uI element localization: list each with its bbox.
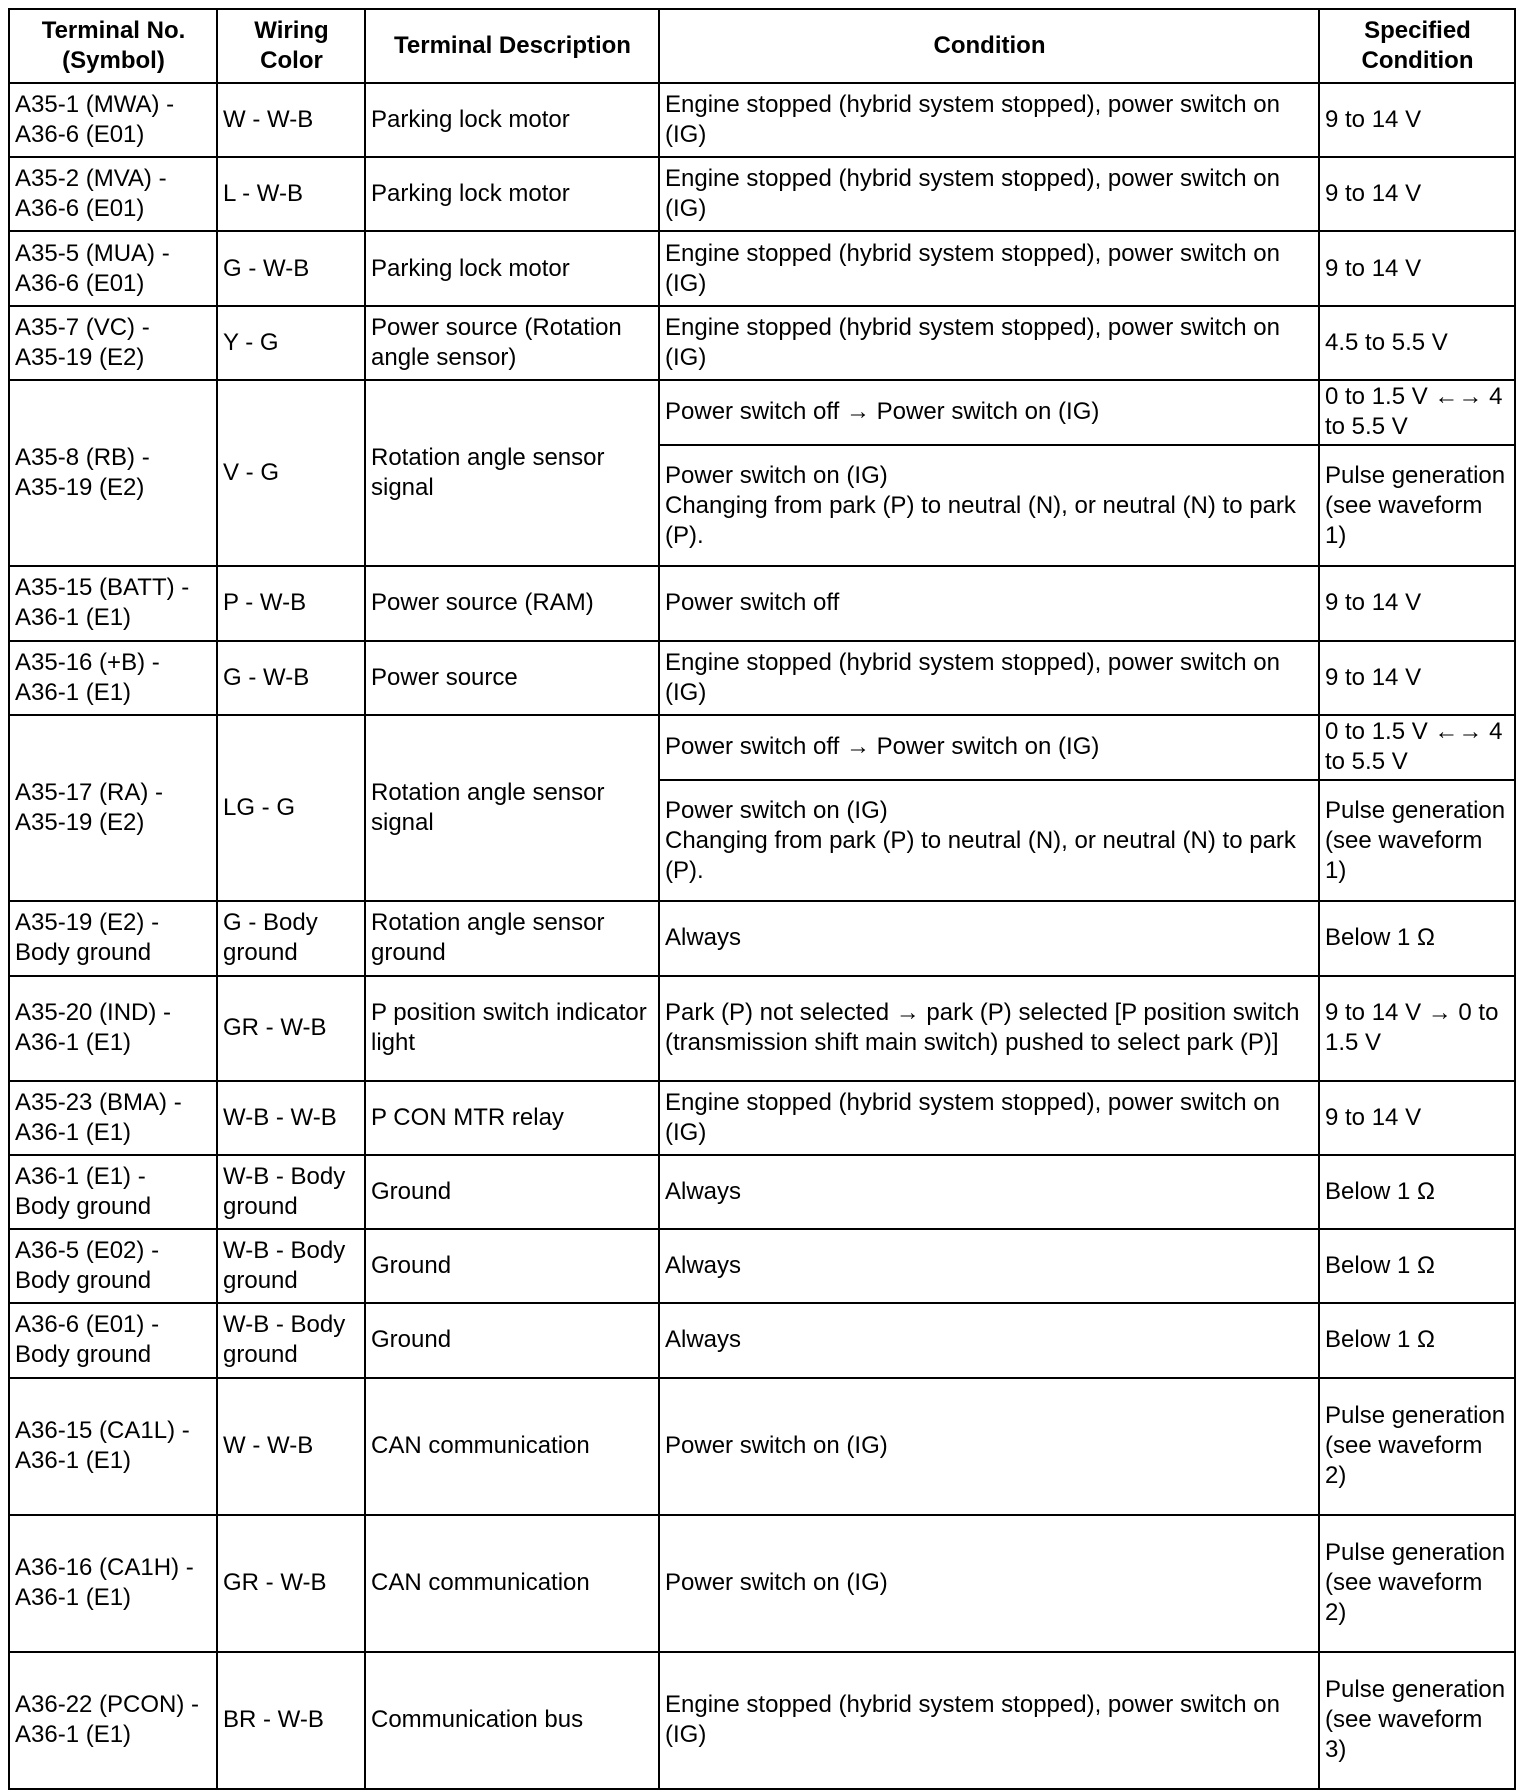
terminal-description-cell: Rotation angle sensor signal [365,715,659,902]
condition-cell: Engine stopped (hybrid system stopped), power switch on (IG) [659,83,1319,157]
table-row [9,641,1515,715]
terminal-description-cell: Power source (Rotation angle sensor) [365,306,659,380]
terminal-description-cell: Parking lock motor [365,83,659,157]
header-terminal-description: Terminal Description [365,9,659,83]
condition-cell: Always [659,1229,1319,1303]
specified-condition-cell: Pulse generation (see waveform 1) [1319,445,1515,567]
condition-cell: Always [659,901,1319,975]
table-row [9,306,1515,380]
table-row [9,901,1515,975]
terminal-cell: A35-23 (BMA) - A36-1 (E1) [9,1081,217,1155]
condition-cell: Power switch off → Power switch on (IG) [659,715,1319,780]
terminal-cell: A36-15 (CA1L) - A36-1 (E1) [9,1378,217,1515]
wiring-color-cell: W - W-B [217,1378,365,1515]
specified-condition-cell: Pulse generation (see waveform 3) [1319,1652,1515,1789]
terminal-description-cell: Rotation angle sensor ground [365,901,659,975]
wiring-color-cell: BR - W-B [217,1652,365,1789]
header-row [9,9,1515,83]
wiring-color-cell: G - W-B [217,231,365,305]
table-row [9,380,1515,445]
wiring-color-cell: Y - G [217,306,365,380]
wiring-color-cell: G - Body ground [217,901,365,975]
terminal-cell: A35-15 (BATT) - A36-1 (E1) [9,566,217,640]
terminal-cell: A36-1 (E1) - Body ground [9,1155,217,1229]
specified-condition-cell: Below 1 Ω [1319,1229,1515,1303]
terminal-description-cell: Power source (RAM) [365,566,659,640]
terminal-description-cell: Rotation angle sensor signal [365,380,659,567]
condition-cell: Power switch on (IG) Changing from park (P) to neutral (N), or neutral (N) to park (P). [659,445,1319,567]
terminal-cell: A35-8 (RB) - A35-19 (E2) [9,380,217,567]
terminal-cell: A36-6 (E01) - Body ground [9,1303,217,1377]
specified-condition-cell: 0 to 1.5 V ←→ 4 to 5.5 V [1319,715,1515,780]
terminal-description-cell: P CON MTR relay [365,1081,659,1155]
condition-cell: Power switch off → Power switch on (IG) [659,380,1319,445]
terminal-cell: A36-5 (E02) - Body ground [9,1229,217,1303]
terminal-description-cell: P position switch indicator light [365,976,659,1081]
wiring-color-cell: W-B - W-B [217,1081,365,1155]
condition-cell: Engine stopped (hybrid system stopped), power switch on (IG) [659,306,1319,380]
wiring-color-cell: G - W-B [217,641,365,715]
table-row [9,83,1515,157]
header-specified-condition: Specified Condition [1319,9,1515,83]
condition-cell: Always [659,1155,1319,1229]
table-row [9,566,1515,640]
specified-condition-cell: 9 to 14 V [1319,231,1515,305]
terminal-cell: A35-5 (MUA) - A36-6 (E01) [9,231,217,305]
wiring-color-cell: GR - W-B [217,976,365,1081]
terminal-cell: A35-20 (IND) - A36-1 (E1) [9,976,217,1081]
table-row [9,157,1515,231]
header-wiring-color: Wiring Color [217,9,365,83]
wiring-color-cell: W - W-B [217,83,365,157]
terminal-cell: A36-22 (PCON) - A36-1 (E1) [9,1652,217,1789]
table-row [9,715,1515,780]
condition-cell: Engine stopped (hybrid system stopped), power switch on (IG) [659,231,1319,305]
terminal-description-cell: Ground [365,1229,659,1303]
terminal-description-cell: CAN communication [365,1515,659,1652]
table-row [9,1155,1515,1229]
specified-condition-cell: 9 to 14 V [1319,83,1515,157]
specified-condition-cell: 9 to 14 V [1319,566,1515,640]
terminal-description-cell: Ground [365,1303,659,1377]
table-row [9,1081,1515,1155]
condition-cell: Power switch off [659,566,1319,640]
wiring-color-cell: L - W-B [217,157,365,231]
wiring-color-cell: V - G [217,380,365,567]
header-condition: Condition [659,9,1319,83]
table-row [9,1229,1515,1303]
specified-condition-cell: 9 to 14 V [1319,641,1515,715]
specified-condition-cell: Below 1 Ω [1319,901,1515,975]
terminal-description-cell: Parking lock motor [365,231,659,305]
table-row [9,1303,1515,1377]
specified-condition-cell: Below 1 Ω [1319,1303,1515,1377]
specified-condition-cell: 9 to 14 V [1319,1081,1515,1155]
table-body [9,83,1515,1789]
terminal-description-cell: Power source [365,641,659,715]
table-row [9,976,1515,1081]
table-row [9,231,1515,305]
terminal-cell: A35-16 (+B) - A36-1 (E1) [9,641,217,715]
specified-condition-cell: 9 to 14 V [1319,157,1515,231]
condition-cell: Power switch on (IG) Changing from park (P) to neutral (N), or neutral (N) to park (P). [659,780,1319,902]
terminal-cell: A35-1 (MWA) - A36-6 (E01) [9,83,217,157]
terminal-description-cell: CAN communication [365,1378,659,1515]
terminal-table [8,8,1516,1790]
specified-condition-cell: 9 to 14 V → 0 to 1.5 V [1319,976,1515,1081]
wiring-color-cell: GR - W-B [217,1515,365,1652]
condition-cell: Park (P) not selected → park (P) selected [P position switch (transmission shift main switch) pushed to select park (P)] [659,976,1319,1081]
terminal-cell: A35-19 (E2) - Body ground [9,901,217,975]
wiring-color-cell: LG - G [217,715,365,902]
table-row [9,1378,1515,1515]
condition-cell: Engine stopped (hybrid system stopped), power switch on (IG) [659,1652,1319,1789]
terminal-description-cell: Communication bus [365,1652,659,1789]
specified-condition-cell: Pulse generation (see waveform 1) [1319,780,1515,902]
specified-condition-cell: 4.5 to 5.5 V [1319,306,1515,380]
condition-cell: Engine stopped (hybrid system stopped), power switch on (IG) [659,1081,1319,1155]
wiring-color-cell: P - W-B [217,566,365,640]
wiring-color-cell: W-B - Body ground [217,1155,365,1229]
condition-cell: Engine stopped (hybrid system stopped), power switch on (IG) [659,641,1319,715]
terminal-cell: A35-17 (RA) - A35-19 (E2) [9,715,217,902]
table-row [9,1515,1515,1652]
header-terminal-no: Terminal No. (Symbol) [9,9,217,83]
terminal-description-cell: Ground [365,1155,659,1229]
table-row [9,1652,1515,1789]
condition-cell: Power switch on (IG) [659,1378,1319,1515]
wiring-color-cell: W-B - Body ground [217,1229,365,1303]
condition-cell: Always [659,1303,1319,1377]
terminal-description-cell: Parking lock motor [365,157,659,231]
wiring-color-cell: W-B - Body ground [217,1303,365,1377]
specified-condition-cell: Below 1 Ω [1319,1155,1515,1229]
terminal-cell: A35-7 (VC) - A35-19 (E2) [9,306,217,380]
specified-condition-cell: Pulse generation (see waveform 2) [1319,1378,1515,1515]
condition-cell: Power switch on (IG) [659,1515,1319,1652]
specified-condition-cell: 0 to 1.5 V ←→ 4 to 5.5 V [1319,380,1515,445]
condition-cell: Engine stopped (hybrid system stopped), power switch on (IG) [659,157,1319,231]
terminal-cell: A35-2 (MVA) - A36-6 (E01) [9,157,217,231]
terminal-cell: A36-16 (CA1H) - A36-1 (E1) [9,1515,217,1652]
specified-condition-cell: Pulse generation (see waveform 2) [1319,1515,1515,1652]
